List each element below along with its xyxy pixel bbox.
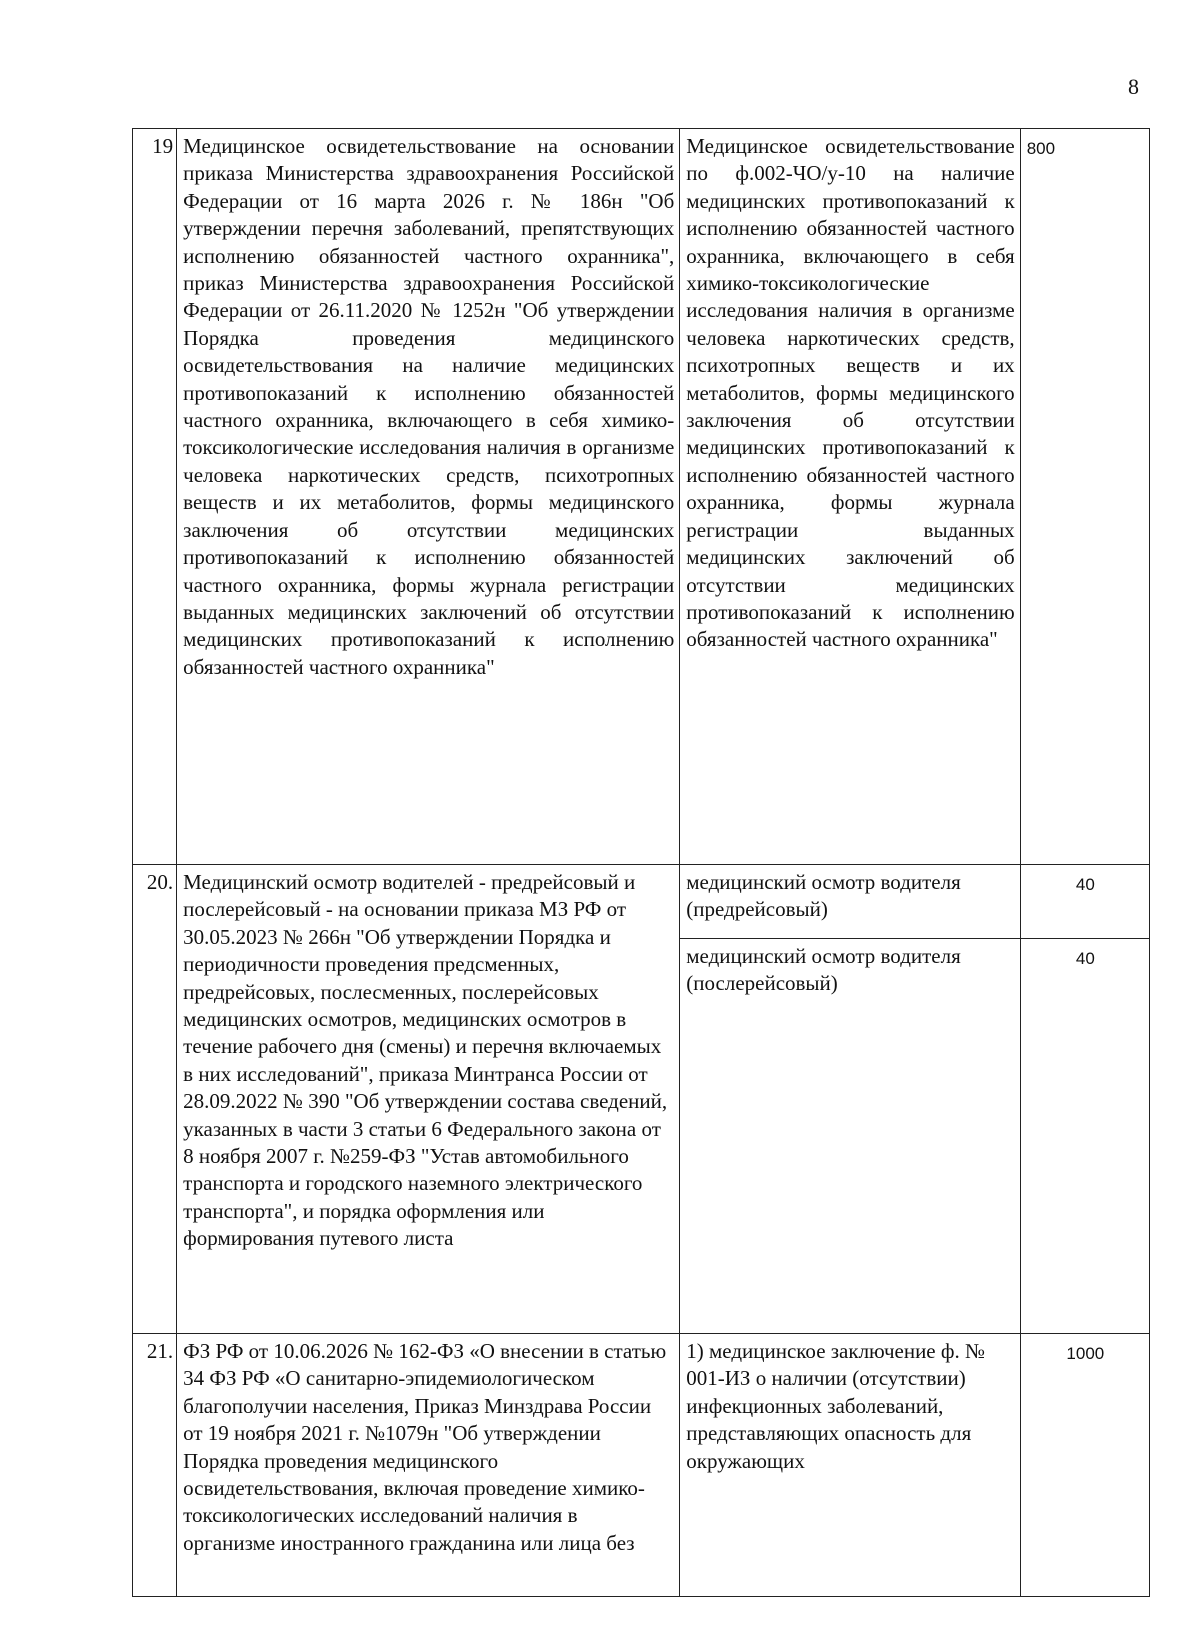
price-cell: 40 [1020, 865, 1149, 939]
row-number: 21. [133, 1334, 177, 1597]
price-cell: 800 [1020, 129, 1149, 865]
price-cell: 40 [1020, 939, 1149, 1334]
page-number: 8 [1128, 74, 1139, 99]
table-row-19 [133, 129, 1150, 865]
service-name-cell: медицинский осмотр водителя (предрейсовый) [680, 865, 1020, 939]
table-row-21 [133, 1334, 1150, 1597]
service-name-cell: Медицинское освидетельствование по ф.002-ЧО/у-10 на наличие медицинских противопоказаний к исполнению обязанностей частного охранника, включающего в себя химико-токсикологические исследования наличия в организме человека наркотических средств, психотропных веществ и их метаболитов, формы медицинского заключения об отсутствии медицинских противопоказаний к исполнению обязанностей частного охранника, формы журнала регистрации выданных медицинских заключений об отсутствии медицинских противопоказаний к исполнению обязанностей частного охранника" [680, 129, 1020, 865]
legal-basis-cell: Медицинское освидетельствование на основании приказа Министерства здравоохранения Российской Федерации от 16 марта 2026 г. № 186н "Об утверждении перечня заболеваний, препятствующих исполнению обязанностей частного охранника", приказ Министерства здравоохранения Российской Федерации от 26.11.2020 № 1252н "Об утверждении Порядка проведения медицинского освидетельствования на наличие медицинских противопоказаний к исполнению обязанностей частного охранника, включающего в себя химико-токсикологические исследования наличия в организме человека наркотических средств, психотропных веществ и их метаболитов, формы медицинского заключения об отсутствии медицинских противопоказаний к исполнению обязанностей частного охранника, формы журнала регистрации выданных медицинских заключений об отсутствии медицинских противопоказаний к исполнению обязанностей частного охранника" [177, 129, 680, 865]
legal-basis-cell: ФЗ РФ от 10.06.2026 № 162-ФЗ «О внесении в статью 34 ФЗ РФ «О санитарно-эпидемиологическом благополучии населения, Приказ Минздрава России от 19 ноября 2021 г. №1079н "Об утверждении Порядка проведения медицинского освидетельствования, включая проведение химико-токсикологических исследований наличия в организме иностранного гражданина или лица без [177, 1334, 680, 1597]
services-price-table [132, 128, 1150, 1597]
legal-basis-cell: Медицинский осмотр водителей - предрейсовый и послерейсовый - на основании приказа МЗ РФ от 30.05.2023 № 266н "Об утверждении Порядка и периодичности проведения предсменных, предрейсовых, послесменных, послерейсовых медицинских осмотров, медицинских осмотров в течение рабочего дня (смены) и перечня включаемых в них исследований", приказа Минтранса России от 28.09.2022 № 390 "Об утверждении состава сведений, указанных в части 3 статьи 6 Федерального закона от 8 ноября 2007 г. №259-ФЗ "Устав автомобильного транспорта и городского наземного электрического транспорта", и порядка оформления или формирования путевого листа [177, 865, 680, 1334]
row-number: 20. [133, 865, 177, 1334]
table-row-20-pre-trip [133, 865, 1150, 939]
service-name-cell: 1) медицинское заключение ф. № 001-ИЗ о наличии (отсутствии) инфекционных заболеваний, представляющих опасность для окружающих [680, 1334, 1020, 1597]
service-name-cell: медицинский осмотр водителя (послерейсовый) [680, 939, 1020, 1334]
row-number: 19 [133, 129, 177, 865]
price-cell: 1000 [1020, 1334, 1149, 1597]
